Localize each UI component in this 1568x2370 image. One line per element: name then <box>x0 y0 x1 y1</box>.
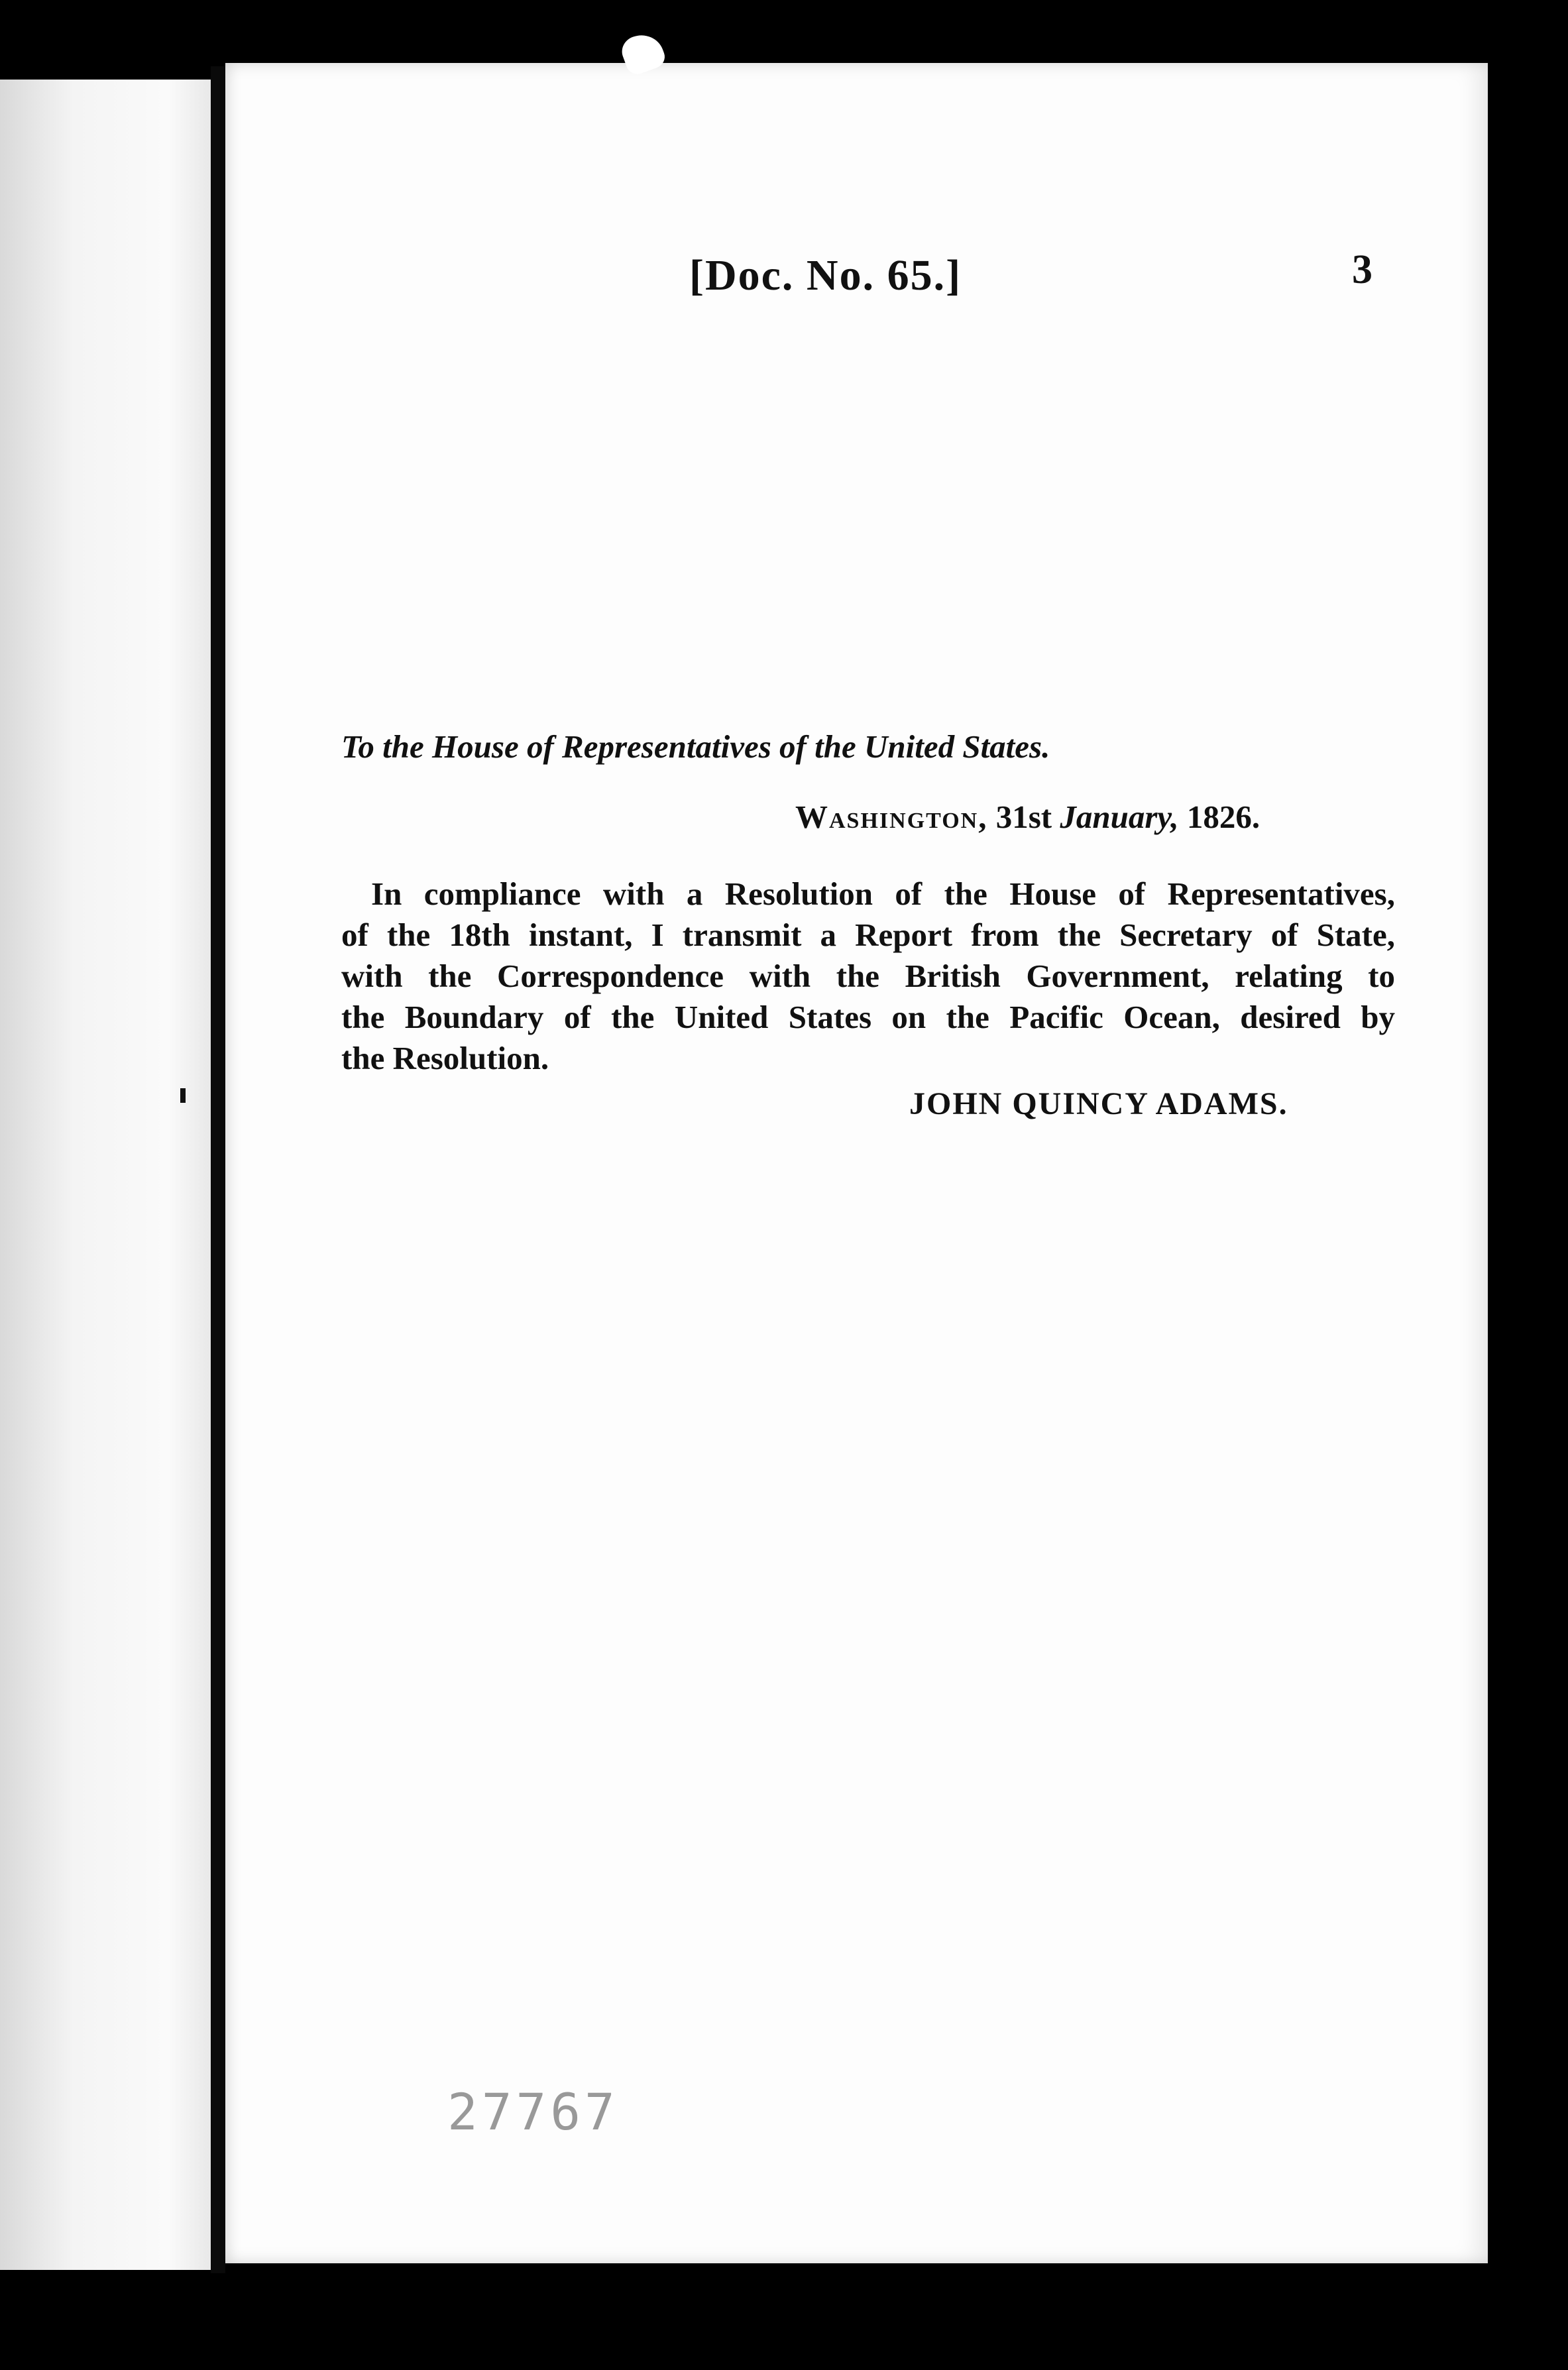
margin-mark <box>180 1088 186 1103</box>
facing-page <box>0 80 211 2270</box>
document-page <box>225 63 1488 2263</box>
page-number: 3 <box>1352 247 1372 292</box>
body-line: the Resolution. <box>341 1040 549 1076</box>
letter-body <box>341 874 1395 1079</box>
dateline-place: Washington, <box>795 799 988 835</box>
letter-address: To the House of Representatives of the United States. <box>341 728 1050 765</box>
running-head: [Doc. No. 65.] <box>689 251 962 300</box>
body-line: the Boundary of the United States on the Pacific Ocean, desired by <box>341 999 1395 1035</box>
body-line: with the Correspondence with the British Government, relating to <box>341 958 1395 994</box>
signature: JOHN QUINCY ADAMS. <box>909 1086 1288 1121</box>
letter-dateline <box>795 798 1260 836</box>
body-line: of the 18th instant, I transmit a Report from the Secretary of State, <box>341 917 1395 953</box>
dateline-month: January, <box>1060 799 1179 835</box>
dateline-year: 1826. <box>1186 799 1260 835</box>
body-line: In compliance with a Resolution of the House of Representatives, <box>371 875 1395 912</box>
accession-stamp: 27767 <box>447 2082 619 2141</box>
dateline-day: 31st <box>995 799 1052 835</box>
book-spine <box>211 66 225 2273</box>
